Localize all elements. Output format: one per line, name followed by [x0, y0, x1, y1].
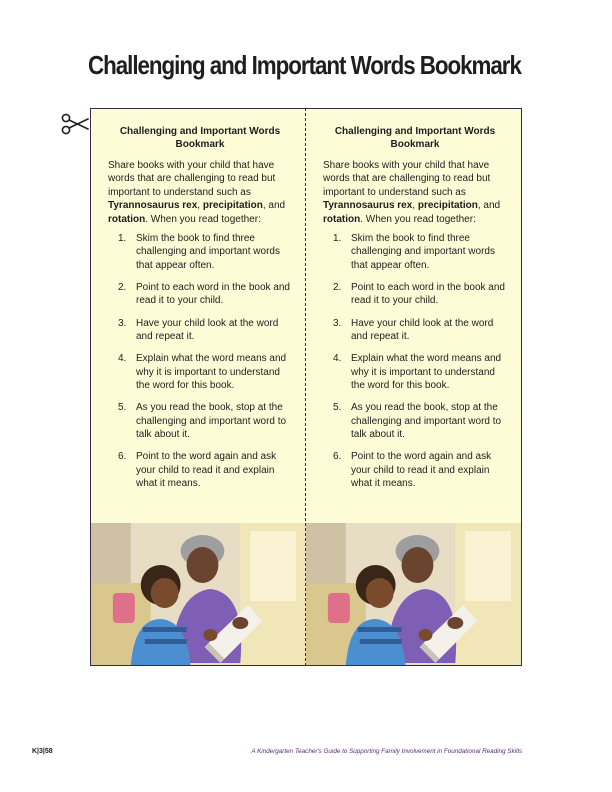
bookmark-photo	[91, 523, 306, 665]
bookmark-title: Challenging and Important Words Bookmark	[119, 126, 281, 150]
list-item: 6. Point to the word again and ask your child to read it and explain what it means.	[118, 451, 277, 490]
bookmark-text-panel	[91, 109, 306, 523]
bookmark-right	[306, 109, 521, 665]
bookmark-intro: Share books with your child that have words that are challenging to read but important to understand such as Tyrannosaurus rex, precipitation, and rotation. When you read together:	[323, 160, 501, 225]
list-item: 5. As you read the book, stop at the challenging and important word to talk about it.	[333, 402, 502, 441]
scissors-icon	[60, 110, 90, 140]
bookmark-photo	[306, 523, 521, 665]
page-number: K|3|58	[32, 748, 53, 755]
bookmark-steps	[108, 232, 292, 490]
bookmark-left	[91, 109, 306, 665]
list-item: 4. Explain what the word means and why it is important to understand the word for this book.	[333, 353, 502, 392]
bookmark-intro: Share books with your child that have words that are challenging to read but important to understand such as Tyrannosaurus rex, precipitation, and rotation. When you read together:	[108, 160, 286, 225]
bookmark-sheet	[90, 108, 522, 666]
page-title: Challenging and Important Words Bookmark	[88, 50, 521, 80]
list-item: 1. Skim the book to find three challenging and important words that appear often.	[333, 233, 495, 271]
bookmark-title: Challenging and Important Words Bookmark	[334, 126, 496, 150]
list-item: 1. Skim the book to find three challenging and important words that appear often.	[118, 233, 280, 271]
footer-guide-title: A Kindergarten Teacher's Guide to Supporting Family Involvement in Foundational Reading Skills	[251, 748, 522, 755]
list-item: 6. Point to the word again and ask your child to read it and explain what it means.	[333, 451, 492, 490]
list-item: 3. Have your child look at the word and repeat it.	[118, 317, 279, 343]
bookmark-text-panel	[306, 109, 521, 523]
list-item: 2. Point to each word in the book and read it to your child.	[118, 282, 290, 307]
list-item: 2. Point to each word in the book and read it to your child.	[333, 282, 505, 307]
bookmark-steps	[323, 232, 507, 490]
cut-line	[305, 108, 306, 666]
list-item: 5. As you read the book, stop at the challenging and important word to talk about it.	[118, 402, 287, 441]
list-item: 4. Explain what the word means and why it is important to understand the word for this book.	[118, 353, 287, 392]
list-item: 3. Have your child look at the word and repeat it.	[333, 317, 494, 343]
